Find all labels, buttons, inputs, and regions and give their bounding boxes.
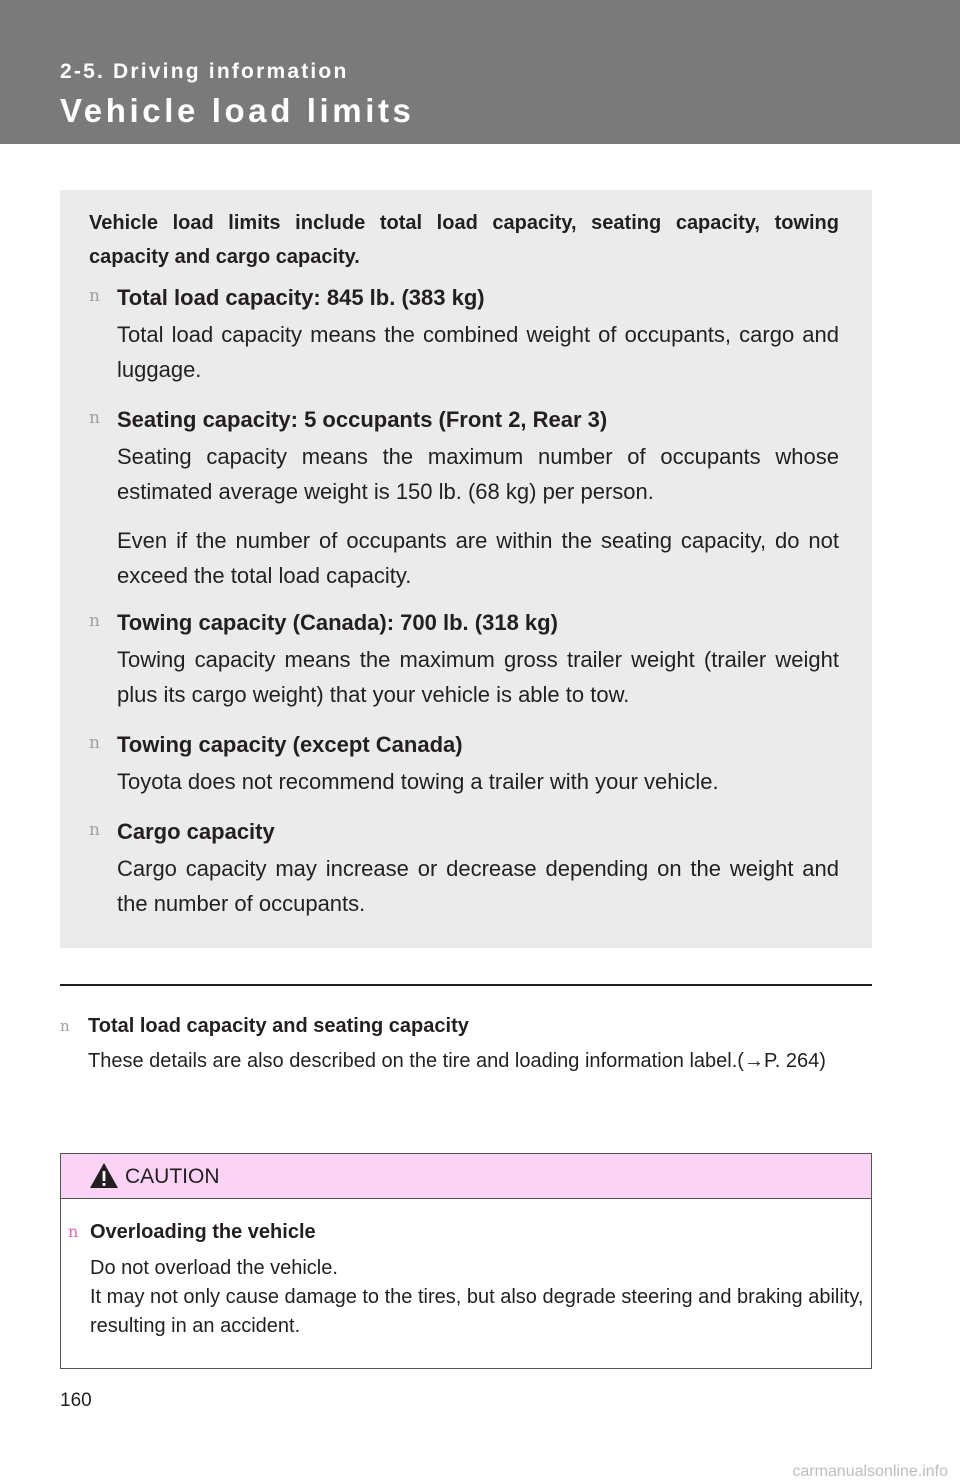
caution-item-overloading — [68, 1218, 868, 1341]
section-divider — [60, 984, 872, 986]
summary-box — [60, 190, 872, 948]
caution-box — [60, 1153, 872, 1369]
section-label: 2-5. Driving information — [60, 60, 349, 83]
caution-label: CAUTION — [125, 1165, 220, 1188]
page-number: 160 — [60, 1390, 92, 1411]
item-towing-capacity-except-canada — [89, 729, 839, 799]
watermark: carmanualsonline.info — [792, 1463, 948, 1480]
item-heading: Total load capacity: 845 lb. (383 kg) — [117, 285, 485, 310]
item-body: Toyota does not recommend towing a trailer with your vehicle. — [117, 769, 719, 794]
bullet-icon: n — [89, 733, 100, 753]
page-header-band — [0, 0, 960, 144]
bullet-icon: n — [68, 1222, 79, 1241]
item-heading: Seating capacity: 5 occupants (Front 2, Rear 3) — [117, 407, 608, 432]
item-body: Seating capacity means the maximum number of occupants whose estimated average weight is 150 lb. (68 kg) per person. — [117, 444, 839, 504]
caution-body — [90, 1254, 868, 1341]
note-body: These details are also described on the tire and loading information label.(→P. 264) — [88, 1050, 826, 1072]
item-body: Towing capacity means the maximum gross trailer weight (trailer weight plus its cargo weight) that your vehicle is able to tow. — [117, 647, 839, 707]
bullet-icon: n — [89, 408, 100, 428]
item-body: Cargo capacity may increase or decrease depending on the weight and the number of occupants. — [117, 856, 839, 916]
bullet-icon: n — [89, 286, 100, 306]
note-total-load-seating — [60, 1012, 862, 1076]
item-heading: Cargo capacity — [117, 819, 275, 844]
caution-line: Do not overload the vehicle. — [90, 1257, 338, 1279]
caution-header — [61, 1154, 871, 1199]
item-towing-capacity-canada — [89, 607, 839, 712]
bullet-icon: n — [89, 611, 100, 631]
item-cargo-capacity — [89, 816, 839, 921]
note-heading: Total load capacity and seating capacity — [88, 1015, 469, 1037]
item-heading: Towing capacity (Canada): 700 lb. (318 kg) — [117, 610, 558, 635]
item-total-load-capacity — [89, 282, 839, 387]
bullet-icon: n — [60, 1017, 70, 1035]
caution-line: It may not only cause damage to the tires, but also degrade steering and braking ability, resulting in an accident. — [90, 1286, 864, 1337]
item-heading: Towing capacity (except Canada) — [117, 732, 463, 757]
caution-heading: Overloading the vehicle — [90, 1221, 316, 1243]
bullet-icon: n — [89, 820, 100, 840]
item-body: Total load capacity means the combined weight of occupants, cargo and luggage. — [117, 322, 839, 382]
summary-intro: Vehicle load limits include total load capacity, seating capacity, towing capacity and cargo capacity. — [89, 212, 839, 268]
warning-triangle-icon — [89, 1162, 119, 1189]
item-seating-capacity — [89, 404, 839, 593]
page-title: Vehicle load limits — [60, 92, 415, 129]
item-body: Even if the number of occupants are within the seating capacity, do not exceed the total load capacity. — [117, 528, 839, 588]
